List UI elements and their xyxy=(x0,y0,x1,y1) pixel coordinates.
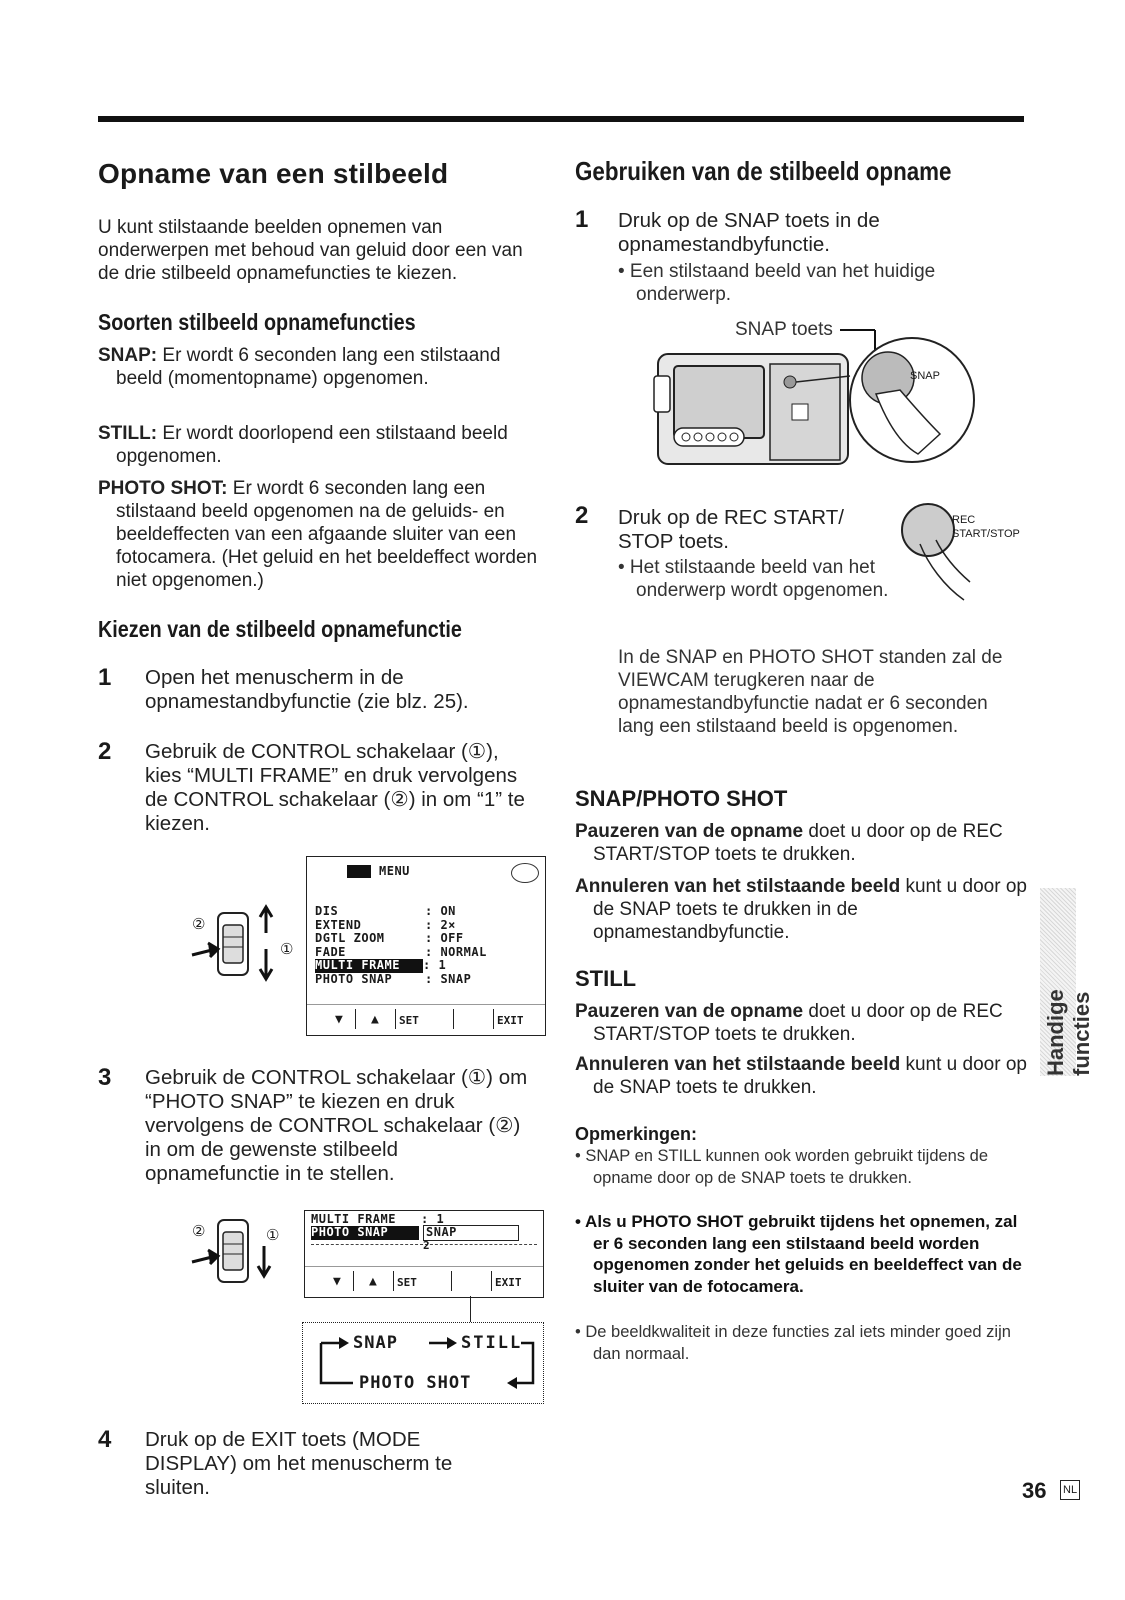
step-text: Gebruik de CONTROL schakelaar (①) om “PHOTO SNAP” te kiezen en druk vervolgens de CONTROL schakelaar (②) in om de gewenste stilbeeld opnamefunctie in te stellen. xyxy=(145,1066,528,1185)
menu-screen-partial xyxy=(304,1210,544,1298)
step-number: 1 xyxy=(575,206,589,233)
connector-line xyxy=(470,1296,471,1322)
menu-row[interactable]: FADE : NORMAL xyxy=(315,944,487,959)
menu-title: MENU xyxy=(379,864,410,878)
info-item: Annuleren van het stilstaande beeld kunt u door op de SNAP toets te drukken in de opnamestandbyfunctie. xyxy=(575,876,1027,943)
section-title: Gebruiken van de stilbeeld opname xyxy=(575,156,952,186)
control-label-two: ② xyxy=(192,916,206,933)
up-arrow-icon[interactable]: ▲ xyxy=(369,1274,377,1289)
menu-header xyxy=(347,865,410,879)
info-item: Annuleren van het stilstaande beeld kunt u door op de SNAP toets te drukken. xyxy=(575,1054,1027,1098)
choose-heading: Kiezen van de stilbeeld opnamefunctie xyxy=(98,616,462,642)
menu-row[interactable]: DGTL ZOOM : OFF xyxy=(315,931,464,945)
type-text: Er wordt doorlopend een stilstaand beeld opgenomen. xyxy=(116,423,508,467)
step-text: Druk op de REC START/ STOP toets. xyxy=(618,506,844,553)
control-label-one: ① xyxy=(280,941,294,958)
control-label-two: ② xyxy=(192,1223,206,1240)
type-photo-shot xyxy=(98,477,556,592)
intro-paragraph: U kunt stilstaande beelden opnemen van onderwerpen met behoud van geluid door een van de drie stilbeeld opnamefuncties te kiezen. xyxy=(98,217,523,284)
language-badge: NL xyxy=(1060,1480,1080,1500)
types-heading: Soorten stilbeeld opnamefuncties xyxy=(98,309,416,335)
cycle-still: STILL xyxy=(461,1333,523,1353)
type-text: Er wordt 6 seconden lang een stilstaand beeld (momentopname) opgenomen. xyxy=(116,345,501,389)
page-title: Opname van een stilbeeld xyxy=(98,158,449,189)
menu-screen xyxy=(306,856,546,1036)
step-number: 4 xyxy=(98,1426,112,1453)
start-stop-label: START/STOP xyxy=(952,528,1020,540)
cycle-photo-shot: PHOTO SHOT xyxy=(359,1373,472,1393)
info-item: Pauzeren van de opname doet u door op de REC START/STOP toets te drukken. xyxy=(575,1001,1003,1045)
type-still xyxy=(98,422,536,468)
note-item-emphasis: • Als u PHOTO SHOT gebruikt tijdens het opnemen, zal er 6 seconden lang een stilstaand beeld worden opgenomen zonder het geluids en beeldeffect van de sluiter van de fotocamera. xyxy=(575,1212,1022,1296)
menu-row[interactable]: DIS : ON xyxy=(315,904,456,918)
return-paragraph: In de SNAP en PHOTO SHOT standen zal de VIEWCAM terugkeren naar de opnamestandbyfunctie nadat er 6 seconden lang een stilstaand beeld is opgenomen. xyxy=(618,647,1003,737)
step-number: 2 xyxy=(575,502,589,529)
type-snap xyxy=(98,344,536,390)
menu-row[interactable]: EXTEND : 2× xyxy=(315,917,456,932)
set-button[interactable]: SET xyxy=(397,1276,417,1289)
step-text: Gebruik de CONTROL schakelaar (①), kies “MULTI FRAME” en druk vervolgens de CONTROL schakelaar (②) in om “1” te kiezen. xyxy=(145,740,525,835)
step-number: 3 xyxy=(98,1064,112,1091)
type-term: PHOTO SHOT: xyxy=(98,478,228,499)
step-bullet: • Een stilstaand beeld van het huidige onderwerp. xyxy=(618,261,936,305)
section-heading: STILL xyxy=(575,966,637,991)
camera-mode-icon xyxy=(511,863,539,883)
snap-caption: SNAP toets xyxy=(735,319,833,340)
type-term: SNAP: xyxy=(98,345,158,366)
cycle-snap: SNAP xyxy=(353,1333,398,1353)
tape-icon xyxy=(347,865,371,878)
info-item: Pauzeren van de opname doet u door op de REC START/STOP toets te drukken. xyxy=(575,821,1003,865)
step-bullet: • Het stilstaande beeld van het onderwerp wordt opgenomen. xyxy=(618,557,889,601)
menu-row[interactable]: MULTI FRAME : 1 xyxy=(311,1212,445,1226)
note-item: • De beeldkwaliteit in deze functies zal iets minder goed zijn dan normaal. xyxy=(575,1323,1011,1363)
type-term: STILL: xyxy=(98,423,158,444)
camera-illustration xyxy=(650,324,980,474)
up-arrow-icon[interactable]: ▲ xyxy=(371,1012,379,1027)
step-text: Druk op de SNAP toets in de opnamestandbyfunctie. xyxy=(618,209,880,256)
down-arrow-icon[interactable]: ▼ xyxy=(333,1274,341,1289)
menu-value-option: 2 xyxy=(423,1239,431,1252)
menu-rows xyxy=(315,905,487,986)
side-tab-label: Handige functies xyxy=(1043,989,1094,1076)
section-side-tab xyxy=(1040,888,1094,1076)
snap-button-label: SNAP xyxy=(910,370,940,382)
step-number: 1 xyxy=(98,664,112,691)
control-label-one: ① xyxy=(266,1227,280,1244)
rec-label: REC xyxy=(952,514,976,526)
type-text: Er wordt 6 seconden lang een stilstaand beeld opgenomen na de geluids- en beeldeffecten van een afgaande sluiter van een fotocamera. (Het geluid en het beeldeffect worden niet opgenomen.) xyxy=(116,478,538,591)
section-heading: SNAP/PHOTO SHOT xyxy=(575,786,788,811)
page-number: 36 xyxy=(1022,1478,1047,1503)
menu-row-selected[interactable]: MULTI FRAME : 1 xyxy=(315,958,447,972)
step-text: Open het menuscherm in de opnamestandbyfunctie (zie blz. 25). xyxy=(145,666,469,713)
note-item: • SNAP en STILL kunnen ook worden gebruikt tijdens de opname door op de SNAP toets te drukken. xyxy=(575,1147,989,1187)
menu-footer xyxy=(307,1004,545,1035)
exit-button[interactable]: EXIT xyxy=(495,1276,522,1289)
menu-row-selected[interactable]: PHOTO SNAP SNAP xyxy=(311,1225,519,1241)
menu-row[interactable]: PHOTO SNAP : SNAP xyxy=(315,971,472,986)
top-rule xyxy=(98,116,1024,122)
step-number: 2 xyxy=(98,738,112,765)
step-text: Druk op de EXIT toets (MODE DISPLAY) om het menuscherm te sluiten. xyxy=(145,1428,453,1499)
menu-footer xyxy=(305,1266,543,1297)
notes-heading: Opmerkingen: xyxy=(575,1124,698,1144)
set-button[interactable]: SET xyxy=(399,1014,419,1027)
mode-cycle-diagram xyxy=(302,1322,544,1404)
down-arrow-icon[interactable]: ▼ xyxy=(335,1012,343,1027)
exit-button[interactable]: EXIT xyxy=(497,1014,524,1027)
